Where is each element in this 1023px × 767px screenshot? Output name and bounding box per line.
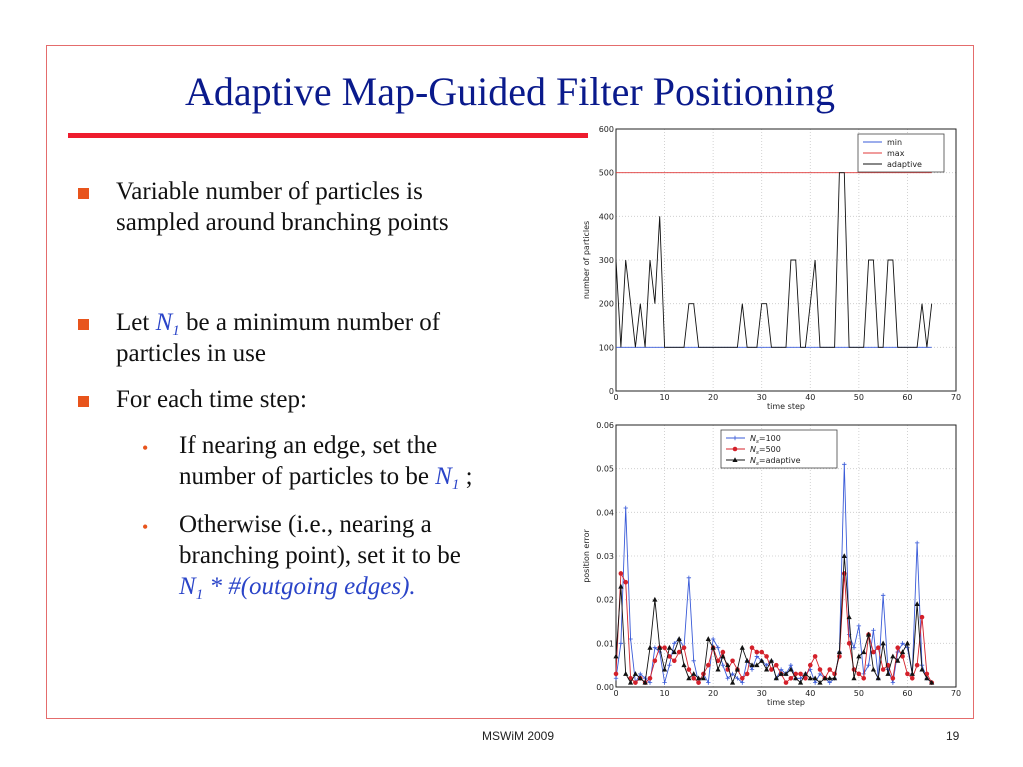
data-point — [682, 645, 687, 650]
x-axis-label: time step — [767, 402, 805, 411]
data-point — [692, 659, 696, 663]
x-tick-label: 10 — [659, 393, 670, 402]
x-tick-label: 60 — [902, 689, 913, 698]
data-point — [687, 667, 692, 672]
data-point — [691, 671, 696, 676]
y-axis-label: position error — [582, 529, 591, 583]
y-tick-label: 0.05 — [596, 464, 614, 474]
data-point — [730, 659, 735, 664]
subbullet-1-line-2 — [179, 463, 473, 499]
subbullet-dot-icon: • — [142, 517, 149, 537]
data-point — [662, 645, 667, 650]
data-point — [721, 663, 725, 667]
subbullet-1-prefix: number of particles to be — [179, 463, 436, 490]
subbullet-2-line-2: branching point), set it to be — [179, 542, 461, 569]
data-point — [677, 636, 682, 641]
data-point — [706, 636, 711, 641]
series-line-2 — [616, 574, 932, 683]
data-point — [808, 663, 813, 668]
data-point — [633, 671, 638, 676]
data-point — [745, 672, 750, 677]
data-point — [681, 662, 686, 667]
data-point — [900, 649, 905, 654]
x-tick-label: 70 — [950, 393, 962, 402]
y-tick-label: 0 — [608, 387, 614, 396]
data-point — [623, 580, 628, 585]
data-point — [895, 645, 900, 650]
bullet-1-line-2: sampled around branching points — [116, 209, 449, 236]
data-point — [667, 645, 672, 650]
bullet-square-icon — [78, 188, 89, 199]
y-tick-label: 0.06 — [596, 421, 614, 430]
data-point — [852, 646, 856, 650]
data-point — [891, 676, 896, 681]
data-point — [774, 663, 779, 668]
bullet-2-prefix: Let — [116, 309, 156, 336]
data-point — [861, 676, 866, 681]
data-point — [755, 650, 760, 655]
x-tick-label: 20 — [708, 393, 719, 402]
data-point — [740, 676, 745, 681]
legend-label: $N_s=500$ — [750, 445, 781, 456]
data-point — [623, 671, 628, 676]
data-point — [759, 650, 764, 655]
data-point — [837, 649, 842, 654]
x-tick-label: 0 — [613, 689, 619, 698]
data-point — [677, 650, 682, 655]
variable-n1 — [435, 463, 460, 493]
data-point — [750, 645, 755, 650]
y-tick-label: 0.04 — [596, 508, 614, 518]
subbullet-2-line-1: Otherwise (i.e., nearing a — [179, 511, 432, 538]
bullet-square-icon — [78, 319, 89, 330]
data-point — [653, 659, 658, 664]
data-point — [857, 672, 862, 677]
data-point — [711, 637, 715, 641]
data-point — [730, 680, 735, 685]
y-tick-label: 400 — [598, 212, 614, 222]
data-point — [764, 667, 769, 672]
x-tick-label: 20 — [708, 689, 719, 698]
data-point — [696, 680, 701, 685]
y-tick-label: 500 — [598, 168, 614, 178]
data-point — [905, 641, 910, 646]
data-point — [789, 676, 794, 681]
data-point — [667, 663, 671, 667]
subbullet-dot-icon: • — [142, 438, 149, 458]
data-point — [706, 663, 711, 668]
data-point — [619, 571, 624, 576]
data-point — [672, 659, 677, 664]
outgoing-edges-expression: * #(outgoing edges). — [203, 573, 416, 600]
variable-n: N — [179, 573, 196, 600]
legend-label: adaptive — [887, 160, 922, 169]
data-point — [740, 645, 745, 650]
bullet-2-line-2: particles in use — [116, 340, 266, 367]
title-underline — [68, 133, 588, 138]
legend-label: min — [887, 138, 903, 147]
data-point — [614, 676, 618, 680]
data-point — [842, 462, 846, 466]
data-point — [691, 676, 696, 681]
x-tick-label: 60 — [902, 393, 913, 402]
y-tick-label: 0.01 — [596, 639, 614, 649]
bullet-3-line-1: For each time step: — [116, 386, 307, 413]
variable-sub: 1 — [451, 477, 460, 493]
data-point — [881, 641, 886, 646]
legend-label: $N_s=adaptive$ — [750, 456, 801, 467]
y-tick-label: 0.00 — [596, 683, 614, 692]
data-point — [798, 672, 803, 677]
position-error-chart — [563, 418, 975, 712]
variable-sub: 1 — [195, 587, 204, 603]
data-point — [764, 654, 769, 659]
y-tick-label: 0.03 — [596, 552, 614, 561]
data-point — [871, 667, 876, 672]
x-tick-label: 30 — [756, 689, 767, 698]
x-tick-label: 0 — [613, 393, 619, 402]
data-point — [890, 654, 895, 659]
legend-label: $N_s=100$ — [750, 434, 781, 445]
y-tick-label: 100 — [598, 343, 614, 353]
data-point — [619, 641, 623, 645]
data-point — [842, 553, 847, 558]
data-point — [818, 667, 823, 672]
data-point — [876, 645, 881, 650]
data-point — [813, 654, 818, 659]
legend-marker — [733, 447, 738, 452]
data-point — [789, 663, 793, 667]
data-point — [784, 680, 789, 685]
subbullet-2-line-3 — [179, 573, 416, 609]
data-point — [851, 675, 856, 680]
x-tick-label: 30 — [756, 393, 767, 402]
data-point — [827, 667, 832, 672]
data-point — [905, 672, 910, 677]
bullet-1-line-1: Variable number of particles is — [116, 178, 423, 205]
data-point — [706, 680, 710, 684]
data-point — [624, 506, 628, 510]
data-point — [647, 645, 652, 650]
data-point — [915, 663, 920, 668]
x-tick-label: 50 — [853, 689, 864, 698]
data-point — [652, 597, 657, 602]
variable-sub: 1 — [172, 323, 180, 339]
data-point — [687, 576, 691, 580]
y-axis-label: number of particles — [582, 220, 591, 300]
data-point — [750, 667, 754, 671]
data-point — [910, 676, 915, 681]
y-tick-label: 600 — [598, 125, 614, 134]
data-point — [891, 680, 895, 684]
data-point — [857, 624, 861, 628]
x-tick-label: 10 — [659, 689, 670, 698]
footer-conference: MSWiM 2009 — [482, 729, 555, 743]
slide-title: Adaptive Map-Guided Filter Positioning — [185, 69, 835, 114]
data-point — [648, 676, 653, 681]
variable-n1 — [155, 309, 180, 339]
x-tick-label: 50 — [853, 393, 864, 402]
bullet-square-icon — [78, 396, 89, 407]
variable-n: N — [435, 463, 452, 490]
data-point — [662, 680, 666, 684]
variable-n: N — [155, 309, 173, 336]
data-point — [837, 654, 842, 659]
x-tick-label: 70 — [950, 689, 962, 698]
x-axis-label: time step — [767, 698, 805, 707]
y-tick-label: 0.02 — [596, 595, 614, 605]
subbullet-1-suffix: ; — [459, 463, 473, 490]
data-point — [881, 593, 885, 597]
y-tick-label: 300 — [598, 256, 614, 265]
data-point — [633, 680, 638, 685]
data-point — [920, 615, 925, 620]
legend-label: max — [887, 149, 905, 158]
x-tick-label: 40 — [805, 689, 816, 698]
page-number: 19 — [946, 729, 960, 743]
data-point — [613, 654, 618, 659]
data-point — [866, 663, 870, 667]
data-point — [813, 680, 817, 684]
data-point — [614, 672, 619, 677]
particles-chart — [563, 118, 975, 418]
data-point — [881, 667, 886, 672]
x-tick-label: 40 — [805, 393, 816, 402]
data-point — [871, 650, 876, 655]
series-line-3 — [616, 173, 932, 348]
y-tick-label: 200 — [598, 299, 614, 309]
data-point — [871, 628, 875, 632]
subbullet-1-line-1: If nearing an edge, set the — [179, 432, 438, 459]
data-point — [716, 646, 720, 650]
data-point — [915, 541, 919, 545]
data-point — [715, 667, 720, 672]
bullet-2-suffix: be a minimum number of — [179, 309, 441, 336]
data-point — [628, 680, 633, 685]
